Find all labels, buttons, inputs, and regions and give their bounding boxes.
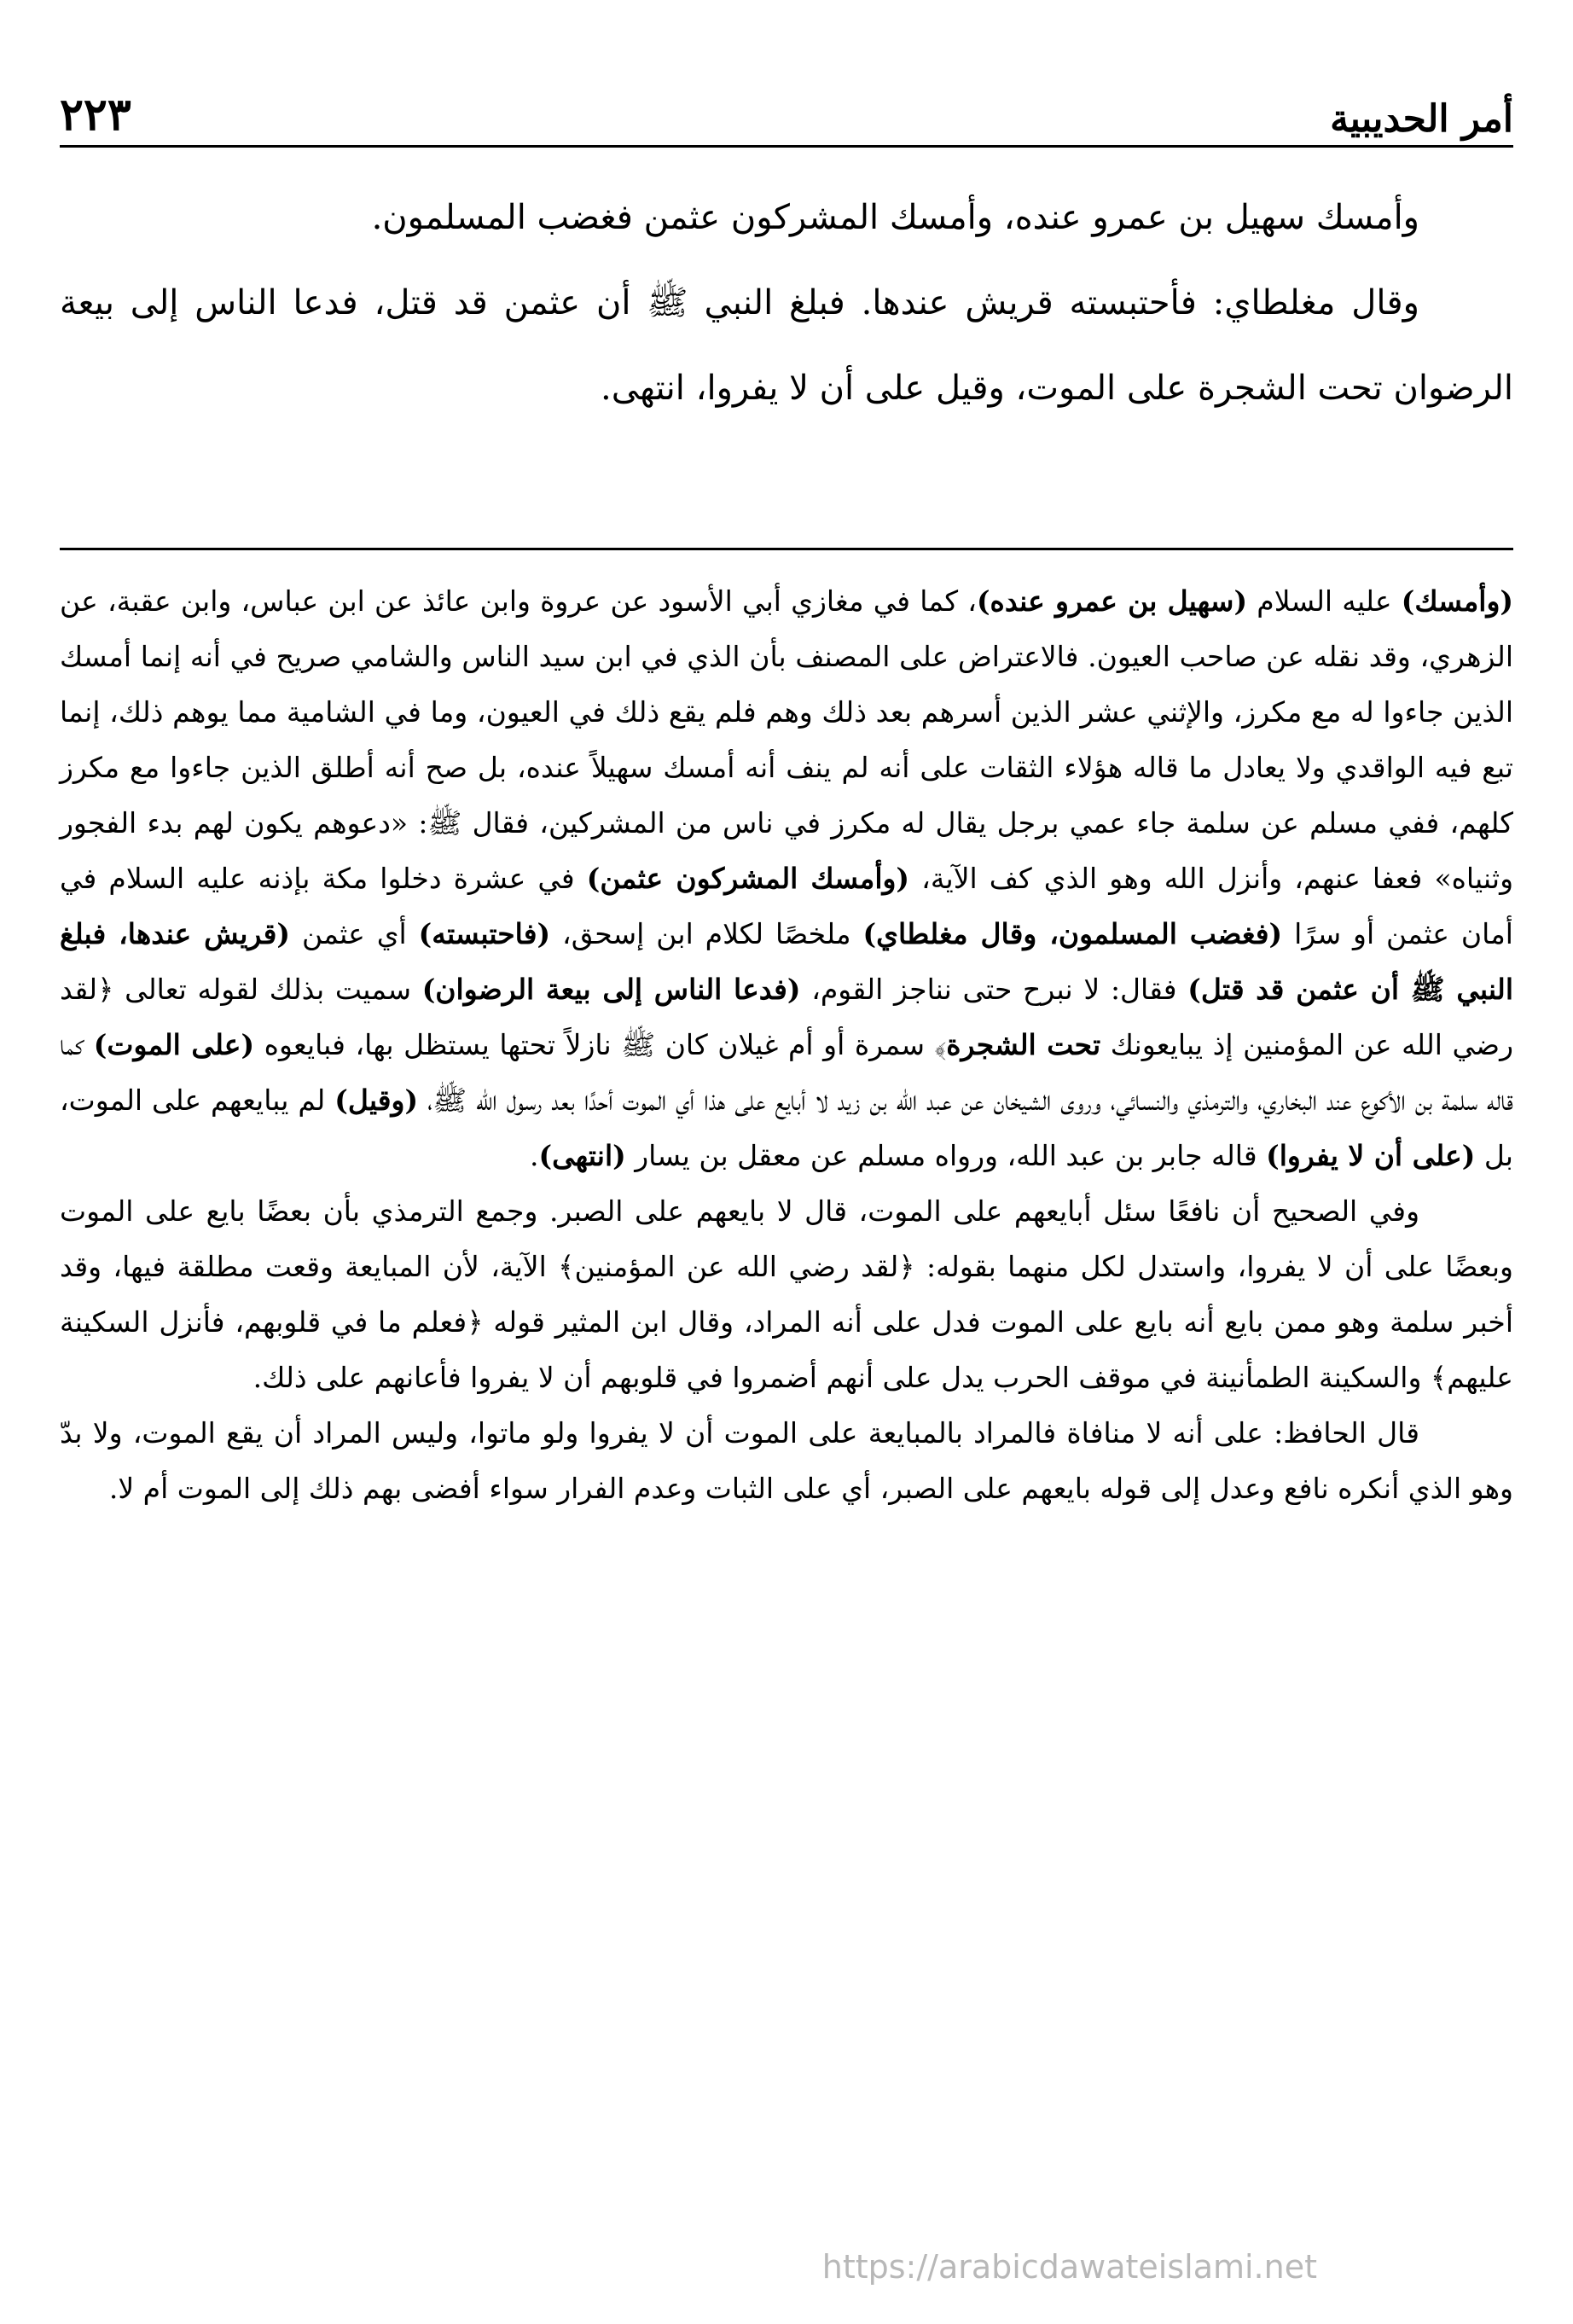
lemma-quote: (قريش عندها، فبلغ النبي ﷺ أن عثمن قد قتل) — [60, 917, 1513, 1006]
lemma-quote: (فاحتبسته) — [418, 917, 551, 950]
lemma-quote: تحت الشجرة — [946, 1028, 1101, 1061]
commentary-text: ملخصًا لكلام ابن إسحق، — [550, 917, 863, 950]
commentary-text: قاله جابر بن عبد الله، ورواه مسلم عن معقل بن يسار — [625, 1139, 1267, 1172]
page-header — [60, 73, 1513, 141]
lemma-quote: (سهيل بن عمرو عنده) — [976, 584, 1248, 618]
commentary-text: سميت بذلك لقوله تعالى ﴿لقد رضي الله عن المؤمنين إذ يبايعونك — [60, 973, 1514, 1061]
lemma-quote: (انتهى) — [538, 1139, 626, 1172]
commentary-separator — [60, 548, 1513, 550]
commentary — [60, 573, 1513, 1516]
lemma-quote: (وأمسك) — [1401, 584, 1514, 618]
commentary-text: أي عثمن — [290, 917, 419, 950]
commentary-paragraph-1 — [60, 573, 1513, 1183]
commentary-text: ﴾ سمرة أو أم غيلان كان ﷺ نازلاً تحتها يستظل بها، فبايعوه — [254, 1028, 947, 1061]
lemma-quote: (وأمسك المشركون عثمن) — [586, 862, 910, 895]
lemma-quote: (على الموت) — [93, 1028, 255, 1061]
commentary-text: كما قاله سلمة بن الأكوع عند البخاري، والترمذي والنسائي، وروى الشيخان عن عبد الله بن زيد لا أبايع على هذا أي الموت أحدًا بعد رسول الله ﷺ، — [60, 1028, 1513, 1117]
lemma-quote: (فغضب المسلمون، وقال مغلطاي) — [862, 917, 1283, 950]
main-paragraph-1: وأمسك سهيل بن عمرو عنده، وأمسك المشركون عثمن فغضب المسلمون. — [371, 198, 1419, 237]
main-paragraph-2: وقال مغلطاي: فأحتبسته قريش عندها. فبلغ النبي ﷺ أن عثمن قد قتل، فدعا الناس إلى بيعة الرضوان تحت الشجرة على الموت، وقيل على أن لا يفروا، انتهى. — [60, 283, 1513, 408]
main-text — [60, 175, 1513, 431]
commentary-paragraph-3: قال الحافظ: على أنه لا منافاة فالمراد بالمبايعة على الموت أن لا يفروا ولو ماتوا، وليس المراد أن يقع الموت، ولا بدّ وهو الذي أنكره نافع وعدل إلى قوله بايعهم على الصبر، أي على الثبات وعدم الفرار سواء أفضى بهم ذلك إلى الموت أم لا. — [60, 1416, 1513, 1505]
lemma-quote: (فدعا الناس إلى بيعة الرضوان) — [421, 973, 801, 1006]
commentary-text: فقال: لا نبرح حتى نناجز القوم، — [800, 973, 1188, 1006]
commentary-text: عليه السلام — [1247, 584, 1402, 618]
commentary-text: لم يبايعهم على الموت، بل — [60, 1084, 1513, 1172]
header-rule — [60, 145, 1513, 148]
commentary-paragraph-2: وفي الصحيح أن نافعًا سئل أبايعهم على الموت، قال لا بايعهم على الصبر. وجمع الترمذي بأن بعضًا بايع على الموت وبعضًا على أن لا يفروا، واستدل لكل منهما بقوله: ﴿لقد رضي الله عن المؤمنين﴾ الآية، لأن المبايعة وقعت مطلقة فيها، وقد أخبر سلمة وهو ممن بايع أنه بايع على الموت فدل على أنه المراد، وقال ابن المثير قوله ﴿فعلم ما في قلوبهم، فأنزل السكينة عليهم﴾ والسكينة الطمأنينة في موقف الحرب يدل على أنهم أضمروا في قلوبهم أن لا يفروا فأعانهم على ذلك. — [60, 1194, 1513, 1394]
running-title: أمر الحديبية — [1330, 97, 1513, 141]
commentary-text: في عشرة دخلوا مكة بإذنه عليه السلام في أمان عثمن أو سرًا — [60, 862, 1513, 950]
commentary-text: ، كما في مغازي أبي الأسود عن عروة وابن عائذ عن ابن عباس، وابن عقبة، عن الزهري، وقد نقله عن صاحب العيون. فالاعتراض على المصنف بأن الذي في ابن سيد الناس والشامي صريح في أنه إنما أمسك الذين جاءوا له مع مكرز، والإثني عشر الذين أسرهم بعد ذلك وهم فلم يقع ذلك في العيون، وما في الشامية مما يوهم ذلك، إنما تبع فيه الواقدي ولا يعادل ما قاله هؤلاء الثقات على أنه لم ينف أنه أمسك سهيلاً عنده، بل صح أنه أطلق الذين جاءوا مع مكرز كلهم، ففي مسلم عن سلمة جاء عمي برجل يقال له مكرز في ناس من المشركين، فقال ﷺ: «دعوهم يكون لهم بدء الفجور وثنياه» فعفا عنهم، وأنزل الله وهو الذي كف الآية، — [60, 584, 1514, 895]
commentary-text: . — [529, 1139, 539, 1172]
watermark-url: https://arabicdawateislami.net — [821, 2248, 1317, 2286]
lemma-quote: (على أن لا يفروا) — [1266, 1139, 1476, 1172]
page-number: ٢٢٣ — [60, 89, 131, 141]
lemma-quote: (وقيل) — [334, 1084, 419, 1117]
